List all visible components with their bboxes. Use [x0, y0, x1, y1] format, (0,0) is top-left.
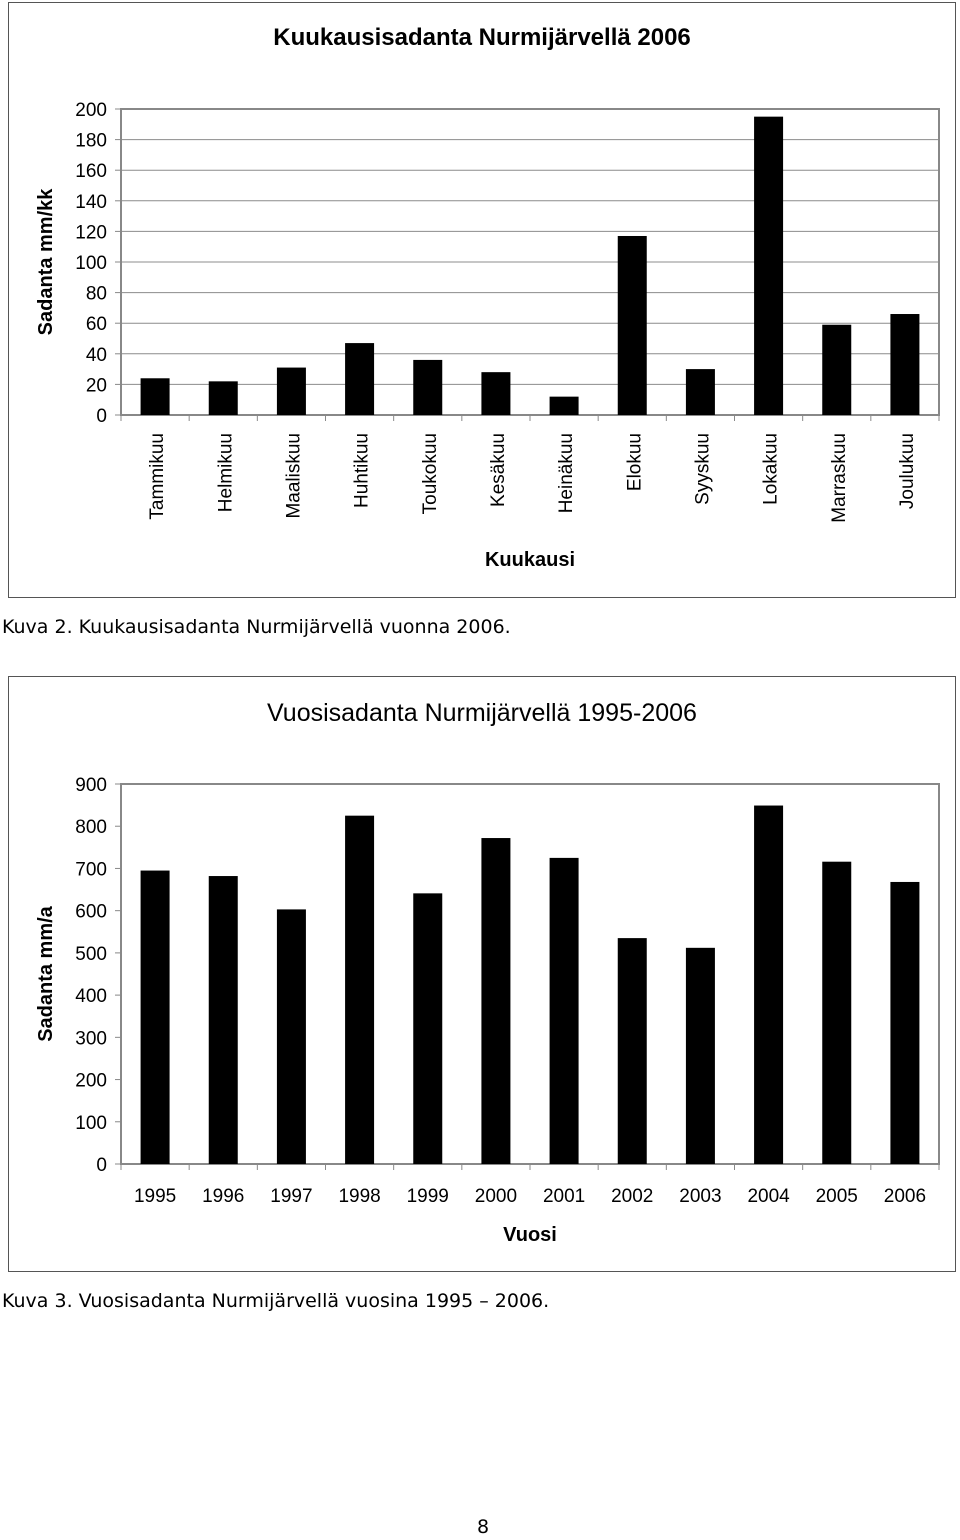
chart-title: Kuukausisadanta Nurmijärvellä 2006: [273, 24, 691, 51]
y-tick-label: 600: [75, 901, 107, 923]
y-tick-label: 400: [75, 986, 107, 1008]
x-tick-label: Syyskuu: [692, 433, 714, 505]
x-tick-label: Heinäkuu: [556, 433, 578, 514]
x-tick-label: 2004: [747, 1186, 790, 1207]
bar-1996: [209, 876, 238, 1164]
x-tick-label: 2000: [474, 1186, 518, 1207]
y-tick-label: 100: [75, 253, 107, 274]
y-tick-label: 180: [75, 130, 107, 152]
x-tick-label: Maaliskuu: [283, 433, 305, 519]
x-tick-label: 1995: [133, 1186, 177, 1207]
figure-2-caption: Kuva 2. Kuukausisadanta Nurmijärvellä vuonna 2006.: [2, 616, 511, 638]
y-tick-label: 300: [75, 1028, 107, 1050]
bar-2001: [550, 858, 579, 1164]
y-tick-label: 200: [75, 1070, 107, 1092]
y-axis-label: Sadanta mm/a: [35, 906, 57, 1042]
y-tick-label: 40: [85, 344, 107, 366]
page-number: 8: [476, 1516, 490, 1538]
x-tick-label: Huhtikuu: [351, 433, 373, 508]
y-tick-label: 120: [75, 222, 107, 244]
figure-3-caption: Kuva 3. Vuosisadanta Nurmijärvellä vuosina 1995 – 2006.: [2, 1290, 550, 1312]
x-tick-label: Toukokuu: [419, 433, 441, 515]
y-tick-label: 20: [85, 375, 107, 397]
x-tick-label: Joulukuu: [896, 433, 918, 510]
bar-1999: [413, 893, 442, 1164]
bar-2005: [822, 862, 851, 1164]
x-tick-label: Kesäkuu: [487, 432, 509, 507]
y-tick-label: 500: [75, 943, 107, 965]
bar-2002: [618, 938, 647, 1164]
y-tick-label: 100: [75, 1112, 107, 1134]
plot-area: [121, 784, 939, 1164]
y-tick-label: 900: [75, 775, 107, 796]
x-tick-label: 1997: [270, 1186, 313, 1207]
bar-2004: [754, 806, 783, 1164]
x-tick-label: 2003: [679, 1186, 722, 1207]
x-tick-label: Tammikuu: [147, 433, 169, 520]
x-tick-label: Helmikuu: [215, 433, 237, 513]
x-tick-label: Elokuu: [624, 433, 646, 492]
y-tick-label: 80: [85, 283, 107, 305]
x-tick-label: 1998: [338, 1186, 381, 1207]
y-tick-label: 0: [96, 406, 107, 427]
chart-title: Vuosisadanta Nurmijärvellä 1995-2006: [267, 699, 697, 727]
x-axis-label: Vuosi: [503, 1224, 557, 1246]
bar-1998: [345, 816, 374, 1164]
y-tick-label: 160: [75, 161, 107, 183]
bar-1997: [277, 909, 306, 1164]
bar-2003: [686, 948, 715, 1164]
x-axis-label: Kuukausi: [484, 549, 576, 571]
y-tick-label: 60: [85, 314, 107, 336]
x-tick-label: 1999: [406, 1186, 449, 1207]
y-tick-label: 800: [75, 817, 107, 839]
y-tick-label: 700: [75, 859, 107, 881]
x-tick-label: 2001: [542, 1186, 586, 1207]
bar-1995: [141, 871, 170, 1164]
y-tick-label: 200: [75, 100, 107, 121]
x-tick-label: 2006: [883, 1186, 927, 1207]
bar-2000: [481, 838, 510, 1164]
x-tick-label: 1996: [202, 1186, 245, 1207]
x-tick-label: 2002: [611, 1186, 654, 1207]
x-tick-label: 2005: [815, 1186, 858, 1207]
y-tick-label: 0: [96, 1155, 107, 1176]
y-axis-label: Sadanta mm/kk: [35, 188, 57, 336]
y-tick-label: 140: [75, 191, 107, 213]
x-tick-label: Marraskuu: [828, 433, 850, 523]
bar-2006: [890, 882, 919, 1164]
x-tick-label: Lokakuu: [760, 433, 782, 505]
